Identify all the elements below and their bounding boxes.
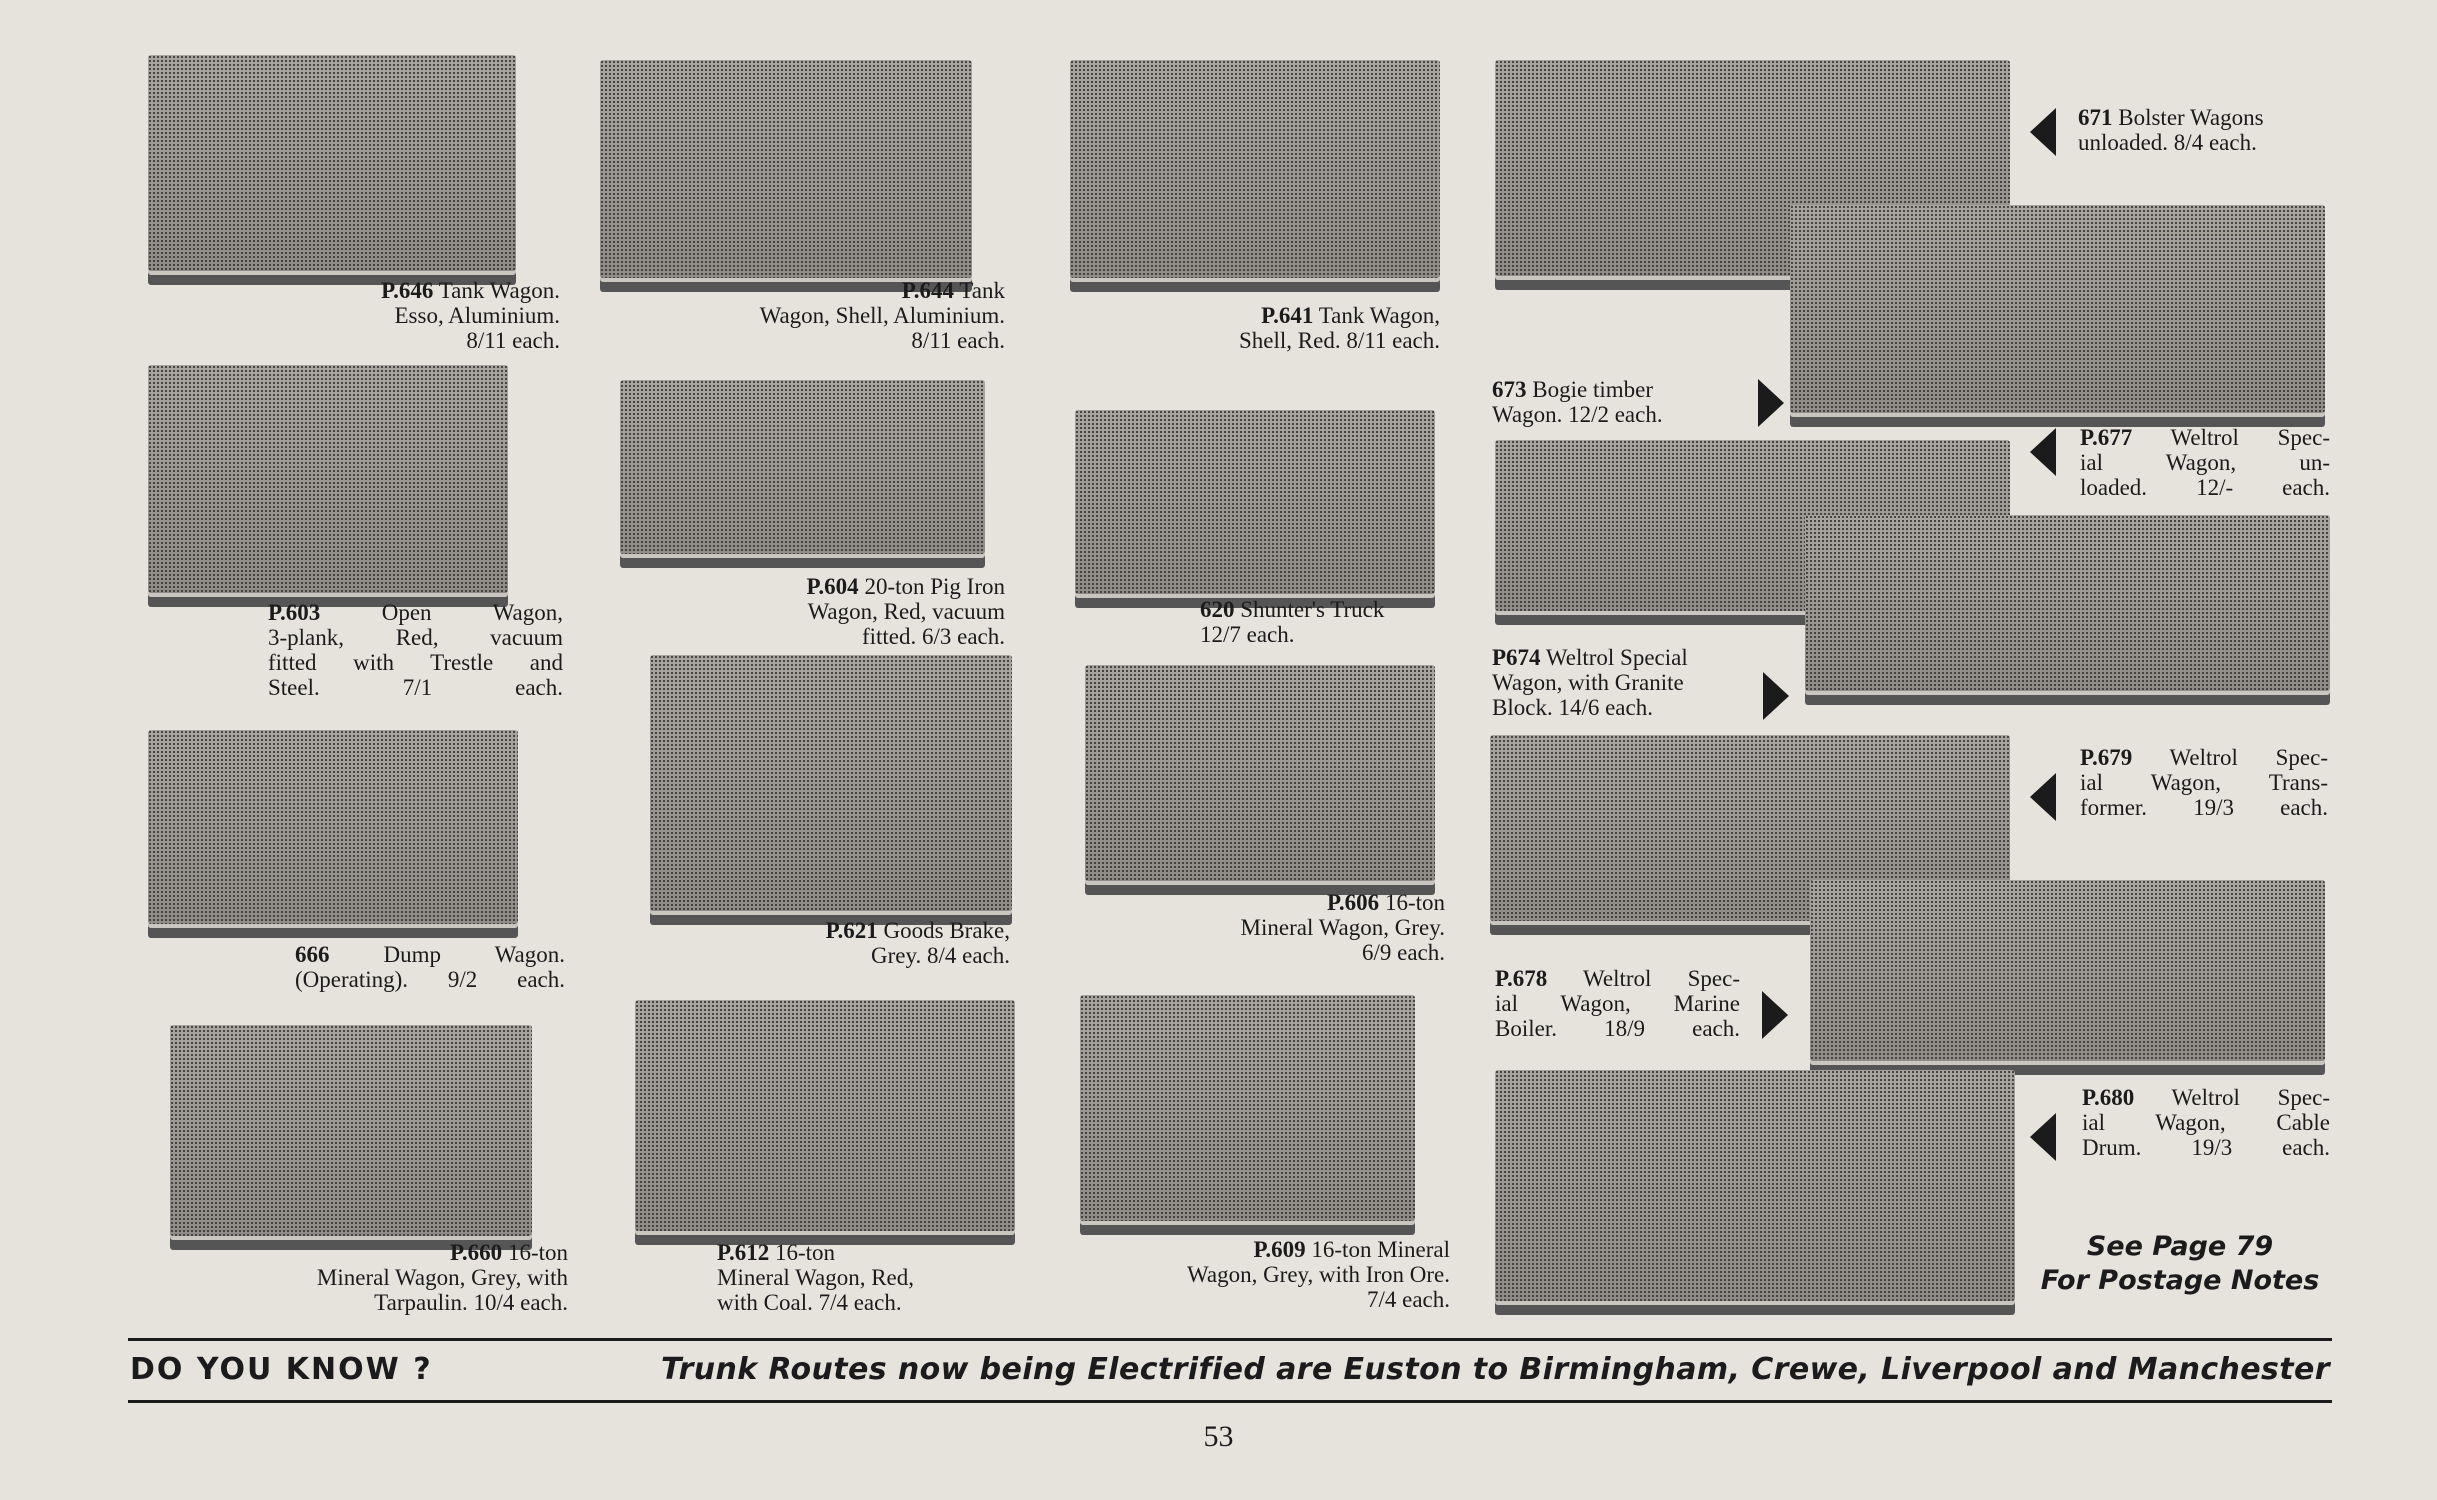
caption-671: 671 Bolster Wagons unloaded. 8/4 each. — [2078, 105, 2264, 155]
wagon-image-673 — [1790, 205, 2325, 427]
caption-p677: P.677 Weltrol Spec- ial Wagon, un- loaded. 12/- each. — [2080, 425, 2330, 500]
caption-p606: P.606 16-ton Mineral Wagon, Grey. 6/9 each. — [1240, 890, 1445, 965]
page-number: 53 — [1203, 1420, 1234, 1453]
wagon-image-p609 — [1080, 995, 1415, 1235]
wagon-image-p674 — [1805, 515, 2330, 705]
pointer-arrow-p677 — [2030, 428, 2056, 476]
caption-620: 620 Shunter's Truck 12/7 each. — [1200, 597, 1385, 647]
wagon-image-p646 — [148, 55, 516, 285]
wagon-image-p678 — [1810, 880, 2325, 1075]
caption-p603: P.603 Open Wagon, 3-plank, Red, vacuum fitted with Trestle and Steel. 7/1 each. — [268, 600, 563, 700]
caption-p660: P.660 16-ton Mineral Wagon, Grey, with Tarpaulin. 10/4 each. — [316, 1240, 568, 1315]
pointer-arrow-673 — [1758, 379, 1784, 427]
footer-rule-bottom — [128, 1400, 2332, 1403]
caption-673: 673 Bogie timber Wagon. 12/2 each. — [1492, 377, 1663, 427]
footer-rule-top — [128, 1338, 2332, 1341]
pointer-arrow-p678 — [1762, 991, 1788, 1039]
wagon-image-p603 — [148, 365, 508, 607]
wagon-image-666 — [148, 730, 518, 938]
caption-p644: P.644 Tank Wagon, Shell, Aluminium. 8/11 each. — [759, 278, 1005, 353]
did-you-know-text: Trunk Routes now being Electrified are Euston to Birmingham, Crewe, Liverpool and Manchester — [661, 1352, 2330, 1387]
wagon-image-p604 — [620, 380, 985, 568]
caption-p621: P.621 Goods Brake, Grey. 8/4 each. — [825, 918, 1010, 968]
caption-p609: P.609 16-ton Mineral Wagon, Grey, with Iron Ore. 7/4 each. — [1187, 1237, 1450, 1312]
caption-666: 666 Dump Wagon. (Operating). 9/2 each. — [295, 942, 565, 992]
wagon-image-p621 — [650, 655, 1012, 925]
wagon-image-620 — [1075, 410, 1435, 608]
caption-p680: P.680 Weltrol Spec- ial Wagon, Cable Drum. 19/3 each. — [2082, 1085, 2330, 1160]
caption-p646: P.646 Tank Wagon. Esso, Aluminium. 8/11 each. — [381, 278, 560, 353]
caption-p612: P.612 16-ton Mineral Wagon, Red, with Coal. 7/4 each. — [717, 1240, 915, 1315]
pointer-arrow-p674 — [1763, 672, 1789, 720]
caption-p678: P.678 Weltrol Spec- ial Wagon, Marine Boiler. 18/9 each. — [1495, 966, 1740, 1041]
wagon-image-p644 — [600, 60, 972, 292]
wagon-image-p612 — [635, 1000, 1015, 1245]
caption-p674: P674 Weltrol Special Wagon, with Granite Block. 14/6 each. — [1492, 645, 1688, 720]
pointer-arrow-671 — [2030, 108, 2056, 156]
postage-note: See Page 79 For Postage Notes — [2040, 1231, 2320, 1296]
pointer-arrow-p680 — [2030, 1113, 2056, 1161]
caption-p604: P.604 20-ton Pig Iron Wagon, Red, vacuum fitted. 6/3 each. — [806, 574, 1005, 649]
did-you-know-label: DO YOU KNOW ? — [130, 1352, 433, 1387]
wagon-image-p680 — [1495, 1070, 2015, 1315]
wagon-image-p641 — [1070, 60, 1440, 292]
wagon-image-p606 — [1085, 665, 1435, 895]
pointer-arrow-p679 — [2030, 773, 2056, 821]
caption-p641: P.641 Tank Wagon, Shell, Red. 8/11 each. — [1239, 303, 1440, 353]
caption-p679: P.679 Weltrol Spec- ial Wagon, Trans- former. 19/3 each. — [2080, 745, 2328, 820]
wagon-image-p660 — [170, 1025, 532, 1250]
